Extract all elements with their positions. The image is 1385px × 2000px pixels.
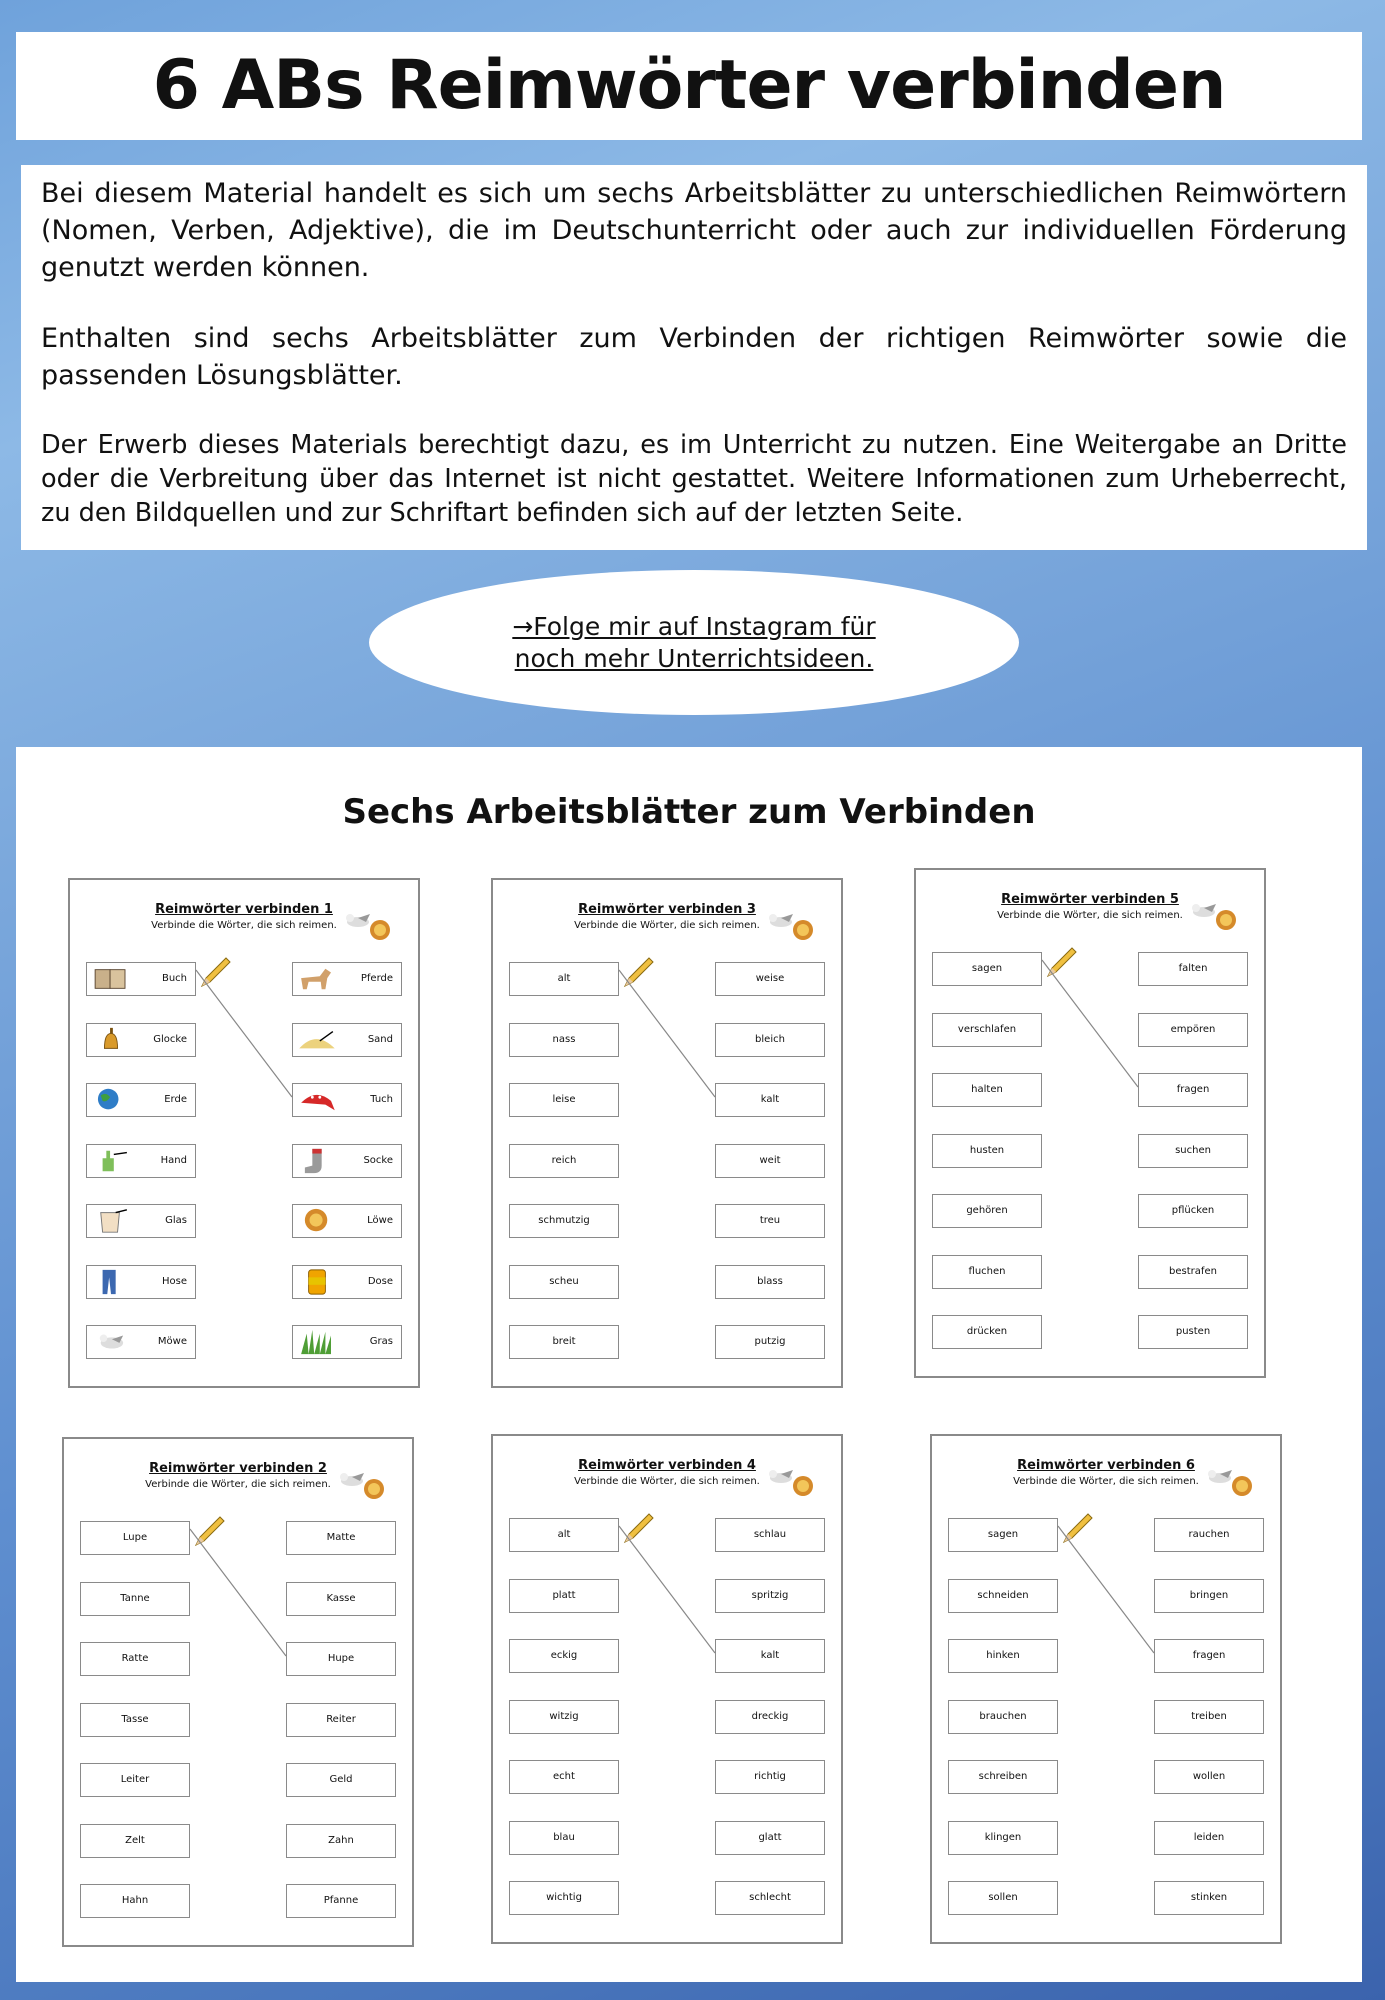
word-box-right — [715, 1265, 825, 1299]
bell-icon — [90, 1026, 132, 1054]
word-box-left — [932, 1013, 1042, 1047]
seagull-lion-icon — [1204, 1464, 1254, 1498]
word-label: halten — [971, 1084, 1003, 1095]
worksheet-title: Reimwörter verbinden 6 — [1017, 1458, 1195, 1473]
example-connector-line — [932, 1436, 1284, 1946]
word-label: Matte — [326, 1532, 356, 1543]
word-box-left — [932, 952, 1042, 986]
word-box-left — [932, 1315, 1042, 1349]
word-label: Tuch — [370, 1094, 393, 1105]
word-box-left — [80, 1824, 190, 1858]
word-box-left — [932, 1194, 1042, 1228]
word-box-left — [509, 1083, 619, 1117]
grass-icon — [296, 1328, 338, 1356]
worksheet-preview-2 — [491, 878, 843, 1388]
word-box-right — [292, 1144, 402, 1178]
word-box-right — [715, 1023, 825, 1057]
word-label: wollen — [1192, 1771, 1226, 1782]
word-label: Hose — [162, 1275, 187, 1287]
word-box-right — [715, 1579, 825, 1613]
word-box-right — [1138, 1013, 1248, 1047]
word-label: Zahn — [328, 1834, 354, 1846]
word-box-left — [80, 1521, 190, 1555]
word-box-left — [509, 1760, 619, 1794]
word-box-right — [1138, 1073, 1248, 1107]
word-label: leiden — [1193, 1831, 1225, 1843]
worksheet-instruction: Verbinde die Wörter, die sich reimen. — [574, 1476, 760, 1487]
worksheet-title: Reimwörter verbinden 4 — [578, 1458, 756, 1473]
word-label: dreckig — [751, 1710, 789, 1722]
word-label: hinken — [986, 1650, 1020, 1661]
word-box-right — [715, 962, 825, 996]
word-box-right — [715, 1144, 825, 1178]
word-box-right — [292, 1325, 402, 1359]
word-label: Tasse — [121, 1713, 149, 1725]
word-box-right — [286, 1884, 396, 1918]
horse-icon — [296, 965, 338, 993]
can-icon — [296, 1268, 338, 1296]
word-label: brauchen — [979, 1710, 1027, 1722]
seagull-lion-icon — [342, 908, 392, 942]
word-box-left — [509, 1639, 619, 1673]
bandana-icon — [296, 1086, 338, 1114]
description-paragraph-1: Bei diesem Material handelt es sich um sechs Arbeitsblätter zu unterschiedlichen Reimwörtern (Nomen, Verben, Adjektive), die im Deutschunterricht oder auch zur individuellen Förderung genutzt werden können. — [41, 178, 1347, 283]
word-label: fragen — [1176, 1084, 1210, 1095]
word-box-left — [509, 1265, 619, 1299]
word-label: schlecht — [749, 1892, 791, 1903]
word-label: breit — [552, 1336, 576, 1347]
word-label: verschlafen — [957, 1023, 1017, 1035]
word-label: schreiben — [978, 1771, 1028, 1782]
word-label: reich — [551, 1154, 577, 1166]
word-label: fluchen — [968, 1265, 1006, 1277]
example-connector-line — [64, 1439, 416, 1949]
word-label: wichtig — [546, 1892, 582, 1903]
word-label: witzig — [549, 1710, 579, 1722]
word-label: alt — [557, 1529, 571, 1540]
worksheet-instruction: Verbinde die Wörter, die sich reimen. — [145, 1479, 331, 1490]
word-box-right — [715, 1700, 825, 1734]
worksheet-instruction: Verbinde die Wörter, die sich reimen. — [997, 910, 1183, 921]
word-label: Lupe — [122, 1532, 148, 1543]
word-box-right — [286, 1582, 396, 1616]
word-box-right — [292, 1204, 402, 1238]
title-banner — [16, 32, 1362, 140]
word-label: husten — [969, 1144, 1005, 1156]
preview-panel — [16, 747, 1362, 1982]
word-box-left — [948, 1579, 1058, 1613]
word-box-left — [509, 1518, 619, 1552]
word-box-right — [1154, 1518, 1264, 1552]
word-box-left — [948, 1821, 1058, 1855]
word-label: richtig — [754, 1771, 786, 1782]
word-label: Hupe — [327, 1653, 355, 1664]
pencil-icon — [198, 956, 232, 990]
word-label: eckig — [550, 1650, 578, 1661]
word-label: sagen — [971, 963, 1003, 974]
sand-icon — [296, 1026, 338, 1054]
word-label: Sand — [367, 1033, 393, 1045]
word-label: weise — [755, 973, 785, 984]
word-label: Reiter — [326, 1713, 356, 1725]
word-label: Hahn — [121, 1895, 149, 1906]
word-label: pusten — [1175, 1326, 1211, 1337]
word-box-right — [1138, 1194, 1248, 1228]
sock-icon — [296, 1147, 338, 1175]
word-box-left — [86, 962, 196, 996]
word-box-left — [509, 1144, 619, 1178]
word-label: Socke — [363, 1154, 393, 1166]
worksheet-preview-5 — [491, 1434, 843, 1944]
word-label: blau — [553, 1831, 575, 1843]
word-label: Glas — [165, 1215, 187, 1226]
description-paragraph-3: Der Erwerb dieses Materials berechtigt dazu, es im Unterricht zu nutzen. Eine Weitergabe an Dritte oder die Verbreitung über das Internet ist nicht gestattet. Weitere Informationen zum Urheberrecht, zu den Bildquellen und zur Schriftart befinden sich auf der letzten Seite. — [41, 430, 1347, 528]
word-box-left — [948, 1700, 1058, 1734]
worksheet-title: Reimwörter verbinden 3 — [578, 902, 756, 917]
description-panel — [21, 165, 1367, 550]
worksheet-instruction: Verbinde die Wörter, die sich reimen. — [1013, 1476, 1199, 1487]
worksheet-instruction: Verbinde die Wörter, die sich reimen. — [151, 920, 337, 931]
word-label: echt — [553, 1771, 575, 1782]
word-label: sagen — [987, 1529, 1019, 1540]
word-box-right — [715, 1083, 825, 1117]
word-box-right — [715, 1821, 825, 1855]
word-box-left — [932, 1073, 1042, 1107]
word-box-right — [286, 1824, 396, 1858]
word-box-left — [509, 962, 619, 996]
word-box-left — [948, 1760, 1058, 1794]
example-connector-line — [493, 880, 845, 1390]
book-icon — [90, 965, 132, 993]
pencil-icon — [1044, 946, 1078, 980]
word-label: Tanne — [120, 1592, 150, 1604]
pencil-icon — [192, 1515, 226, 1549]
word-label: Erde — [164, 1094, 187, 1105]
instagram-oval — [369, 570, 1019, 715]
word-label: glatt — [758, 1831, 782, 1843]
seagull-lion-icon — [765, 1464, 815, 1498]
word-label: treu — [759, 1215, 781, 1226]
word-box-right — [1154, 1760, 1264, 1794]
word-label: Ratte — [121, 1653, 149, 1664]
description-paragraph-2: Enthalten sind sechs Arbeitsblätter zum Verbinden der richtigen Reimwörter sowie die passenden Lösungsblätter. — [41, 323, 1347, 391]
word-box-left — [80, 1582, 190, 1616]
seagull-lion-icon — [1188, 898, 1238, 932]
word-box-left — [86, 1023, 196, 1057]
word-box-right — [286, 1642, 396, 1676]
word-label: schneiden — [977, 1589, 1029, 1601]
word-box-left — [948, 1518, 1058, 1552]
word-label: weit — [759, 1154, 781, 1166]
pencil-icon — [1060, 1512, 1094, 1546]
word-label: Geld — [329, 1774, 353, 1785]
word-label: alt — [557, 973, 571, 984]
example-connector-line — [70, 880, 422, 1390]
word-box-right — [292, 1023, 402, 1057]
word-box-left — [80, 1763, 190, 1797]
word-label: kalt — [760, 1650, 780, 1661]
word-label: drücken — [966, 1326, 1008, 1337]
word-box-left — [509, 1881, 619, 1915]
word-box-left — [509, 1204, 619, 1238]
worksheet-preview-4 — [62, 1437, 414, 1947]
preview-heading: Sechs Arbeitsblätter zum Verbinden — [342, 792, 1036, 832]
word-box-left — [948, 1639, 1058, 1673]
instagram-link-line-2: noch mehr Unterrichtsideen. — [514, 643, 874, 673]
word-label: pflücken — [1171, 1205, 1215, 1216]
seagull-lion-icon — [765, 908, 815, 942]
word-label: bestrafen — [1169, 1265, 1217, 1277]
word-box-left — [86, 1204, 196, 1238]
word-box-right — [1154, 1881, 1264, 1915]
worksheet-title: Reimwörter verbinden 1 — [155, 902, 333, 917]
word-box-right — [1154, 1639, 1264, 1673]
word-box-right — [292, 1265, 402, 1299]
word-box-left — [948, 1881, 1058, 1915]
lion-icon — [296, 1207, 338, 1235]
word-label: Zelt — [125, 1834, 145, 1846]
word-label: spritzig — [751, 1589, 789, 1601]
instagram-link-line-1: →Folge mir auf Instagram für — [512, 611, 876, 641]
hand-icon — [90, 1147, 132, 1175]
word-box-right — [286, 1763, 396, 1797]
word-label: stinken — [1190, 1892, 1228, 1903]
word-box-left — [86, 1083, 196, 1117]
worksheet-preview-1 — [68, 878, 420, 1388]
word-box-right — [292, 1083, 402, 1117]
word-label: leise — [552, 1094, 576, 1105]
word-box-right — [292, 962, 402, 996]
word-box-right — [1154, 1821, 1264, 1855]
word-box-right — [1154, 1579, 1264, 1613]
word-box-left — [86, 1265, 196, 1299]
glass-icon — [90, 1207, 132, 1235]
word-label: Gras — [369, 1336, 393, 1347]
pencil-icon — [621, 956, 655, 990]
seagull-icon — [90, 1328, 132, 1356]
word-label: scheu — [549, 1275, 579, 1287]
word-box-right — [715, 1325, 825, 1359]
word-label: kalt — [760, 1094, 780, 1105]
word-box-left — [509, 1023, 619, 1057]
word-label: sollen — [988, 1892, 1018, 1903]
word-label: klingen — [984, 1831, 1022, 1843]
worksheet-preview-6 — [930, 1434, 1282, 1944]
instagram-link[interactable] — [512, 611, 875, 675]
globe-icon — [90, 1086, 132, 1114]
word-box-right — [286, 1703, 396, 1737]
word-label: putzig — [754, 1336, 786, 1347]
word-box-left — [80, 1703, 190, 1737]
word-box-left — [509, 1821, 619, 1855]
word-box-right — [1154, 1700, 1264, 1734]
word-label: schmutzig — [538, 1215, 590, 1226]
word-label: Kasse — [326, 1592, 356, 1604]
worksheet-title: Reimwörter verbinden 5 — [1001, 892, 1179, 907]
seagull-lion-icon — [336, 1467, 386, 1501]
word-box-right — [286, 1521, 396, 1555]
word-box-left — [932, 1134, 1042, 1168]
example-connector-line — [916, 870, 1268, 1380]
pencil-icon — [621, 1512, 655, 1546]
word-box-left — [86, 1144, 196, 1178]
word-label: bringen — [1189, 1589, 1229, 1601]
word-label: Möwe — [157, 1336, 187, 1347]
word-box-right — [715, 1639, 825, 1673]
word-label: Leiter — [120, 1774, 150, 1785]
word-label: schlau — [753, 1529, 787, 1540]
word-box-left — [80, 1642, 190, 1676]
word-label: Glocke — [153, 1033, 187, 1045]
word-label: Pferde — [360, 973, 393, 984]
word-label: Pfanne — [323, 1895, 359, 1906]
word-label: gehören — [966, 1205, 1008, 1216]
word-label: fragen — [1192, 1650, 1226, 1661]
example-connector-line — [493, 1436, 845, 1946]
worksheet-title: Reimwörter verbinden 2 — [149, 1461, 327, 1476]
word-box-right — [715, 1518, 825, 1552]
word-label: Dose — [367, 1275, 393, 1287]
word-box-right — [1138, 1315, 1248, 1349]
word-label: falten — [1178, 963, 1208, 974]
word-label: suchen — [1175, 1144, 1211, 1156]
word-label: nass — [552, 1033, 576, 1045]
word-label: rauchen — [1188, 1529, 1230, 1540]
word-box-right — [1138, 1255, 1248, 1289]
word-box-left — [509, 1700, 619, 1734]
word-label: Hand — [160, 1154, 187, 1166]
word-box-left — [509, 1325, 619, 1359]
word-box-left — [932, 1255, 1042, 1289]
word-box-right — [1138, 952, 1248, 986]
word-box-right — [715, 1881, 825, 1915]
word-box-left — [86, 1325, 196, 1359]
word-label: bleich — [755, 1033, 785, 1045]
word-label: Buch — [161, 973, 187, 984]
word-label: blass — [757, 1275, 783, 1287]
page-title: 6 ABs Reimwörter verbinden — [152, 46, 1226, 125]
word-box-right — [715, 1204, 825, 1238]
word-box-right — [715, 1760, 825, 1794]
worksheet-instruction: Verbinde die Wörter, die sich reimen. — [574, 920, 760, 931]
word-label: empören — [1170, 1023, 1216, 1035]
word-label: platt — [552, 1589, 576, 1601]
word-box-left — [509, 1579, 619, 1613]
word-label: treiben — [1191, 1710, 1227, 1722]
worksheet-preview-3 — [914, 868, 1266, 1378]
trousers-icon — [90, 1268, 132, 1296]
word-box-left — [80, 1884, 190, 1918]
word-label: Löwe — [367, 1215, 393, 1226]
word-box-right — [1138, 1134, 1248, 1168]
